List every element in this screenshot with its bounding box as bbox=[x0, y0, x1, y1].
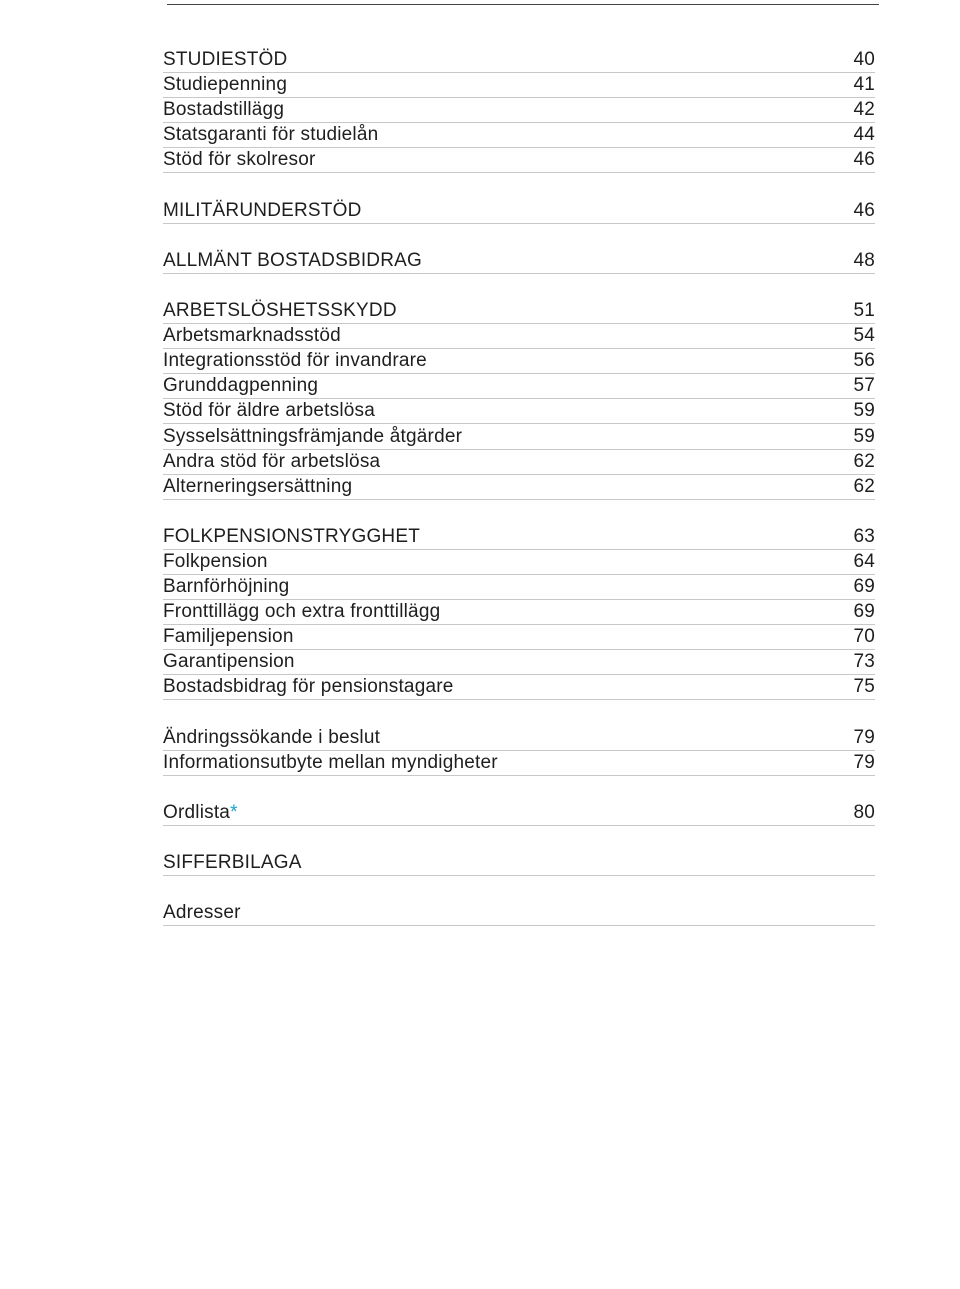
table-of-contents bbox=[163, 48, 875, 926]
toc-entry-title bbox=[163, 49, 287, 71]
toc-entry bbox=[163, 901, 875, 926]
toc-entry-title bbox=[163, 626, 294, 648]
toc-entry-page: 73 bbox=[853, 651, 875, 673]
toc-entry bbox=[163, 625, 875, 650]
toc-entry-page: 79 bbox=[853, 751, 875, 773]
toc-entry bbox=[163, 851, 875, 876]
toc-entry-title bbox=[163, 426, 462, 448]
toc-entry-page: 56 bbox=[853, 350, 875, 372]
toc-entry-page: 46 bbox=[853, 199, 875, 221]
toc-entry-title bbox=[163, 551, 268, 573]
toc-entry-title bbox=[163, 74, 287, 96]
toc-entry bbox=[163, 600, 875, 625]
toc-entry bbox=[163, 148, 875, 173]
toc-entry-page: 59 bbox=[853, 425, 875, 447]
toc-entry-title bbox=[163, 124, 378, 146]
toc-entry-page: 40 bbox=[853, 49, 875, 71]
toc-entry-page: 80 bbox=[853, 801, 875, 823]
toc-entry bbox=[163, 550, 875, 575]
toc-entry-title-text: ALLMÄNT BOSTADSBIDRAG bbox=[163, 249, 423, 271]
toc-entry bbox=[163, 349, 875, 374]
toc-entry-title-text: ARBETSLÖSHETSSKYDD bbox=[163, 300, 397, 322]
toc-entry-title-text: Ändringssökande i beslut bbox=[163, 726, 381, 748]
toc-entry-title bbox=[163, 802, 238, 824]
toc-entry-title bbox=[163, 350, 427, 372]
toc-entry bbox=[163, 374, 875, 399]
toc-entry bbox=[163, 475, 875, 500]
toc-entry-title-text: Familjepension bbox=[163, 626, 294, 648]
toc-entry-title-text: Studiepenning bbox=[163, 74, 288, 96]
toc-entry bbox=[163, 399, 875, 424]
toc-entry bbox=[163, 726, 875, 751]
toc-entry-page: 69 bbox=[853, 601, 875, 623]
toc-entry-title bbox=[163, 852, 302, 874]
toc-entry-title bbox=[163, 601, 440, 623]
toc-entry bbox=[163, 575, 875, 600]
toc-entry-title-text: Stöd för äldre arbetslösa bbox=[163, 400, 376, 422]
toc-entry-title bbox=[163, 476, 352, 498]
toc-entry bbox=[163, 199, 875, 224]
toc-entry-title bbox=[163, 325, 341, 347]
toc-entry bbox=[163, 73, 875, 98]
toc-entry-title-text: Bostadstillägg bbox=[163, 99, 285, 121]
toc-entry-title-text: Folkpension bbox=[163, 550, 268, 572]
toc-entry-title-text: SIFFERBILAGA bbox=[163, 852, 302, 874]
toc-entry-title bbox=[163, 300, 397, 322]
toc-entry-title bbox=[163, 902, 241, 924]
toc-entry-page: 57 bbox=[853, 375, 875, 397]
toc-entry-page: 59 bbox=[853, 400, 875, 422]
toc-entry bbox=[163, 249, 875, 274]
toc-entry-title-text: Integrationsstöd för invandrare bbox=[163, 350, 427, 372]
toc-entry-title-text: FOLKPENSIONSTRYGGHET bbox=[163, 525, 421, 547]
toc-entry bbox=[163, 650, 875, 675]
toc-entry-page: 75 bbox=[853, 676, 875, 698]
toc-entry bbox=[163, 751, 875, 776]
toc-entry-page: 44 bbox=[853, 124, 875, 146]
toc-entry-title-text: STUDIESTÖD bbox=[163, 49, 288, 71]
toc-entry bbox=[163, 324, 875, 349]
toc-entry bbox=[163, 525, 875, 550]
toc-entry-title bbox=[163, 651, 295, 673]
toc-entry-title-text: Bostadsbidrag för pensionstagare bbox=[163, 676, 454, 698]
toc-entry-title-text: Garantipension bbox=[163, 651, 295, 673]
top-rule bbox=[167, 4, 879, 5]
toc-entry-title bbox=[163, 400, 375, 422]
toc-entry-page: 54 bbox=[853, 325, 875, 347]
toc-entry-title-text: Fronttillägg och extra fronttillägg bbox=[163, 601, 441, 623]
toc-entry-page: 46 bbox=[853, 149, 875, 171]
toc-entry-title-text: Ordlista bbox=[163, 801, 231, 823]
toc-entry-page: 41 bbox=[853, 74, 875, 96]
toc-entry-title-text: Sysselsättningsfrämjande åtgärder bbox=[163, 425, 463, 447]
toc-entry-title bbox=[163, 99, 284, 121]
toc-entry bbox=[163, 48, 875, 73]
toc-entry-title bbox=[163, 375, 318, 397]
toc-entry bbox=[163, 801, 875, 826]
toc-entry-title-text: Adresser bbox=[163, 902, 241, 924]
toc-entry-title-text: Arbetsmarknadsstöd bbox=[163, 325, 341, 347]
toc-entry-title bbox=[163, 526, 420, 548]
toc-entry-title-text: Stöd för skolresor bbox=[163, 149, 316, 171]
toc-entry bbox=[163, 123, 875, 148]
toc-entry-page: 51 bbox=[853, 300, 875, 322]
asterisk-marker: * bbox=[230, 801, 238, 823]
toc-entry-page: 64 bbox=[853, 550, 875, 572]
toc-entry-title bbox=[163, 576, 289, 598]
toc-entry-title-text: Grunddagpenning bbox=[163, 375, 319, 397]
toc-entry-title-text: Andra stöd för arbetslösa bbox=[163, 450, 381, 472]
toc-entry-title bbox=[163, 727, 380, 749]
toc-entry-title-text: Informationsutbyte mellan myndigheter bbox=[163, 751, 498, 773]
toc-entry-title-text: Barnförhöjning bbox=[163, 576, 290, 598]
toc-entry-title bbox=[163, 451, 380, 473]
toc-entry-title-text: MILITÄRUNDERSTÖD bbox=[163, 199, 362, 221]
toc-entry-title-text: Alterneringsersättning bbox=[163, 475, 353, 497]
toc-entry-page: 79 bbox=[853, 726, 875, 748]
toc-entry-title bbox=[163, 752, 498, 774]
toc-entry-page: 63 bbox=[853, 525, 875, 547]
toc-entry bbox=[163, 675, 875, 700]
toc-entry-page: 69 bbox=[853, 576, 875, 598]
toc-entry bbox=[163, 450, 875, 475]
toc-entry-page: 70 bbox=[853, 626, 875, 648]
toc-entry-title-text: Statsgaranti för studielån bbox=[163, 124, 379, 146]
toc-entry bbox=[163, 98, 875, 123]
toc-entry-title bbox=[163, 149, 316, 171]
toc-entry bbox=[163, 299, 875, 324]
toc-entry bbox=[163, 424, 875, 449]
toc-entry-page: 62 bbox=[853, 475, 875, 497]
toc-entry-page: 62 bbox=[853, 450, 875, 472]
toc-entry-page: 42 bbox=[853, 99, 875, 121]
toc-entry-title bbox=[163, 250, 422, 272]
toc-entry-title bbox=[163, 200, 362, 222]
toc-entry-title bbox=[163, 676, 454, 698]
toc-entry-page: 48 bbox=[853, 249, 875, 271]
